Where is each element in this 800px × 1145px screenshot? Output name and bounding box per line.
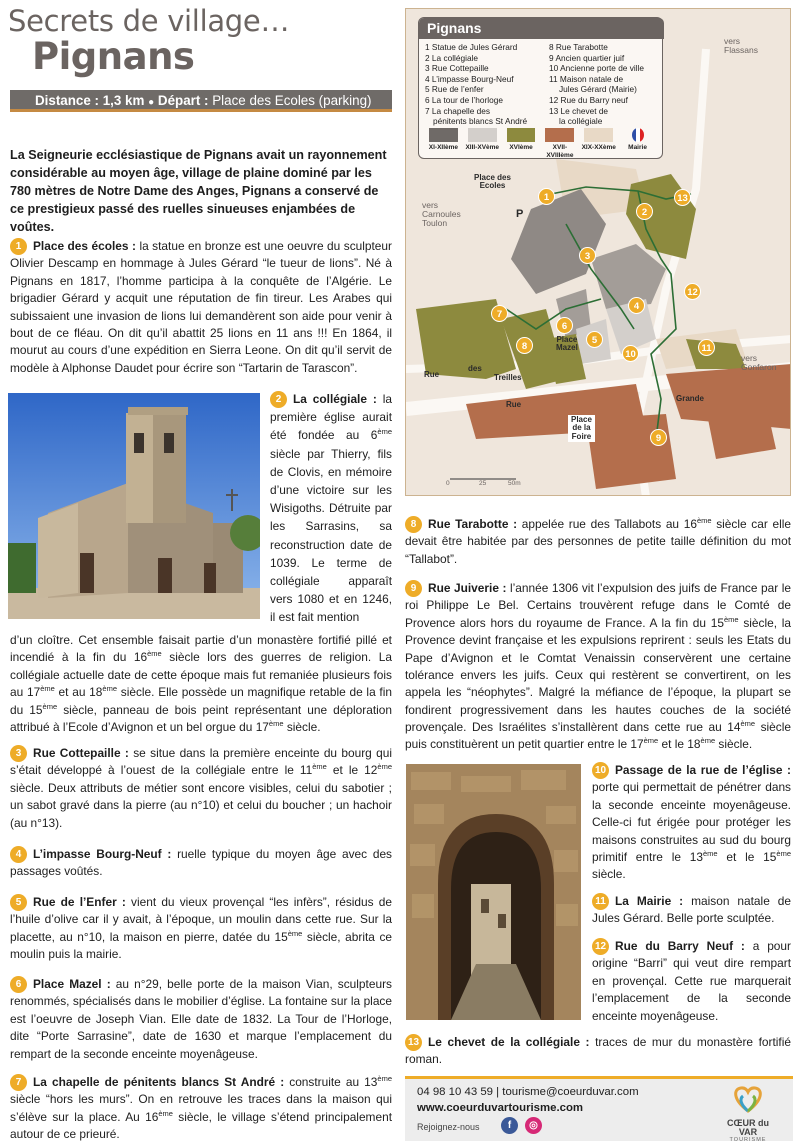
section-text: vient du vieux provençal “les infèrs”, résidus de l’huile d’olive car il y avait, à l’époque, un moulin dans cette rue. Sur la placette, au n°10, la maison en pierre, datée du 15: [10, 895, 392, 944]
period-swatch: XIII-XVème: [464, 128, 501, 161]
legend-item: 12 Rue du Barry neuf: [549, 95, 628, 106]
legend-item: Jules Gérard (Mairie): [559, 84, 637, 95]
legend-column-left: [425, 42, 527, 127]
legend-item: 11 Maison natale de: [549, 73, 624, 84]
map-label-place-mazel: Place Mazel: [556, 335, 578, 353]
superscript: ème: [703, 848, 718, 858]
step-number-badge: 13: [405, 1034, 422, 1051]
map-marker: 4: [628, 297, 645, 314]
distance-label: Distance :: [35, 93, 99, 108]
section-5: [10, 894, 392, 964]
map-label-des: des: [468, 364, 482, 373]
legend-item: 3 Rue Cottepaille: [425, 63, 489, 74]
section-title: La collégiale :: [293, 392, 377, 406]
section-text: et le 12: [326, 763, 378, 778]
section-text: siècle “hors les murs”. On en retrouve les traces dans la maison qui s’élève sur la place. Au 16: [10, 1092, 392, 1124]
section-11: [592, 893, 791, 928]
section-12: [592, 938, 791, 1025]
section-text: siècle, panneau de bois peint représentant une déploration attribué à l’Ecole d’Avignon et un bel orgue du 17: [10, 702, 392, 734]
map-label-vers-carnoules: vers Carnoules Toulon: [422, 200, 461, 228]
superscript: ème: [312, 762, 327, 772]
map-label-treilles: Treilles: [494, 373, 522, 382]
section-text: siècle.: [283, 719, 321, 734]
superscript: ème: [147, 649, 162, 659]
section-text: au n°29, belle porte de la maison Vian, sculpteurs renommés, spécialisés dans le mobilier d’église. La fontaine sur la place est l’oeuvre de Joseph Vian. Elle date de 1832. La Tour de l’Horloge, dite “Porte Sarrasine”, date de 1630 et marque l’emplacement du rempart de la seconde enceinte moyenâgeuse.: [10, 977, 392, 1061]
section-title: Place Mazel :: [33, 977, 111, 991]
intro-text: La Seigneurie ecclésiastique de Pignans avait un rayonnement considérable au moyen âge, village de plaine dominé par les 780 mètres de Notre Dame des Anges, Pignans a conservé de ce prestigieux passé des ruelles sinueuses enjambées de voûtes.: [10, 148, 387, 234]
coeur-du-var-logo: [717, 1085, 779, 1143]
section-text: siècle, la Provence devint française et les expulsions reprirent : seuls les Etats du Pape d’Avignon et le Comtat Venaissin conservèrent une certaine tolérance envers les juifs. Ceux qui restèrent se convertirent, on les appela les “néophytes”. Malgré la méfiance de l’époque, la plupart se fondirent progressivement dans les hautes couches de la société provençale. Des Israélites s’installèrent dans cette rue au 14: [405, 615, 791, 734]
superscript: ème: [42, 701, 58, 711]
period-swatch: XVIème: [503, 128, 540, 161]
superscript: ème: [643, 736, 659, 746]
step-number-badge: 4: [10, 846, 27, 863]
step-number-badge: 5: [10, 894, 27, 911]
footer-contact: [417, 1085, 639, 1117]
section-4: [10, 846, 392, 881]
archway-photo: [406, 764, 581, 1020]
section-text: siècle.: [592, 867, 626, 882]
section-text: a pour origine “Barri” qui veut dire rempart en provençal. Cette rue marquerait l’emplacement de la seconde enceinte moyenâgeuse.: [592, 939, 791, 1023]
scale-zero: 0: [446, 480, 450, 487]
distance-value: 1,3 km: [99, 93, 149, 108]
section-title: Rue de l’Enfer :: [33, 895, 126, 909]
map-marker: 8: [516, 337, 533, 354]
superscript: ème: [158, 1108, 173, 1118]
depart-label: Départ :: [154, 93, 209, 108]
section-text: et le 18: [658, 737, 701, 752]
depart-value: Place des Ecoles (parking): [208, 93, 372, 108]
section-text: siècle puis constituèrent un petit quartier entre le 17: [405, 720, 791, 752]
title-line-1: Secrets de village…: [8, 4, 290, 38]
section-text: siècle lors des guerres de religion. La collégiale actuelle date de cette époque mais fut remaniée plusieurs fois au 17: [10, 650, 392, 700]
section-13: [405, 1034, 791, 1069]
legend-item: 4 L’impasse Bourg-Neuf: [425, 73, 514, 84]
section-title: La Mairie :: [615, 894, 684, 908]
map-marker: 7: [491, 305, 508, 322]
legend-column-right: [549, 42, 644, 127]
section-title: L’impasse Bourg-Neuf :: [33, 847, 172, 861]
legend-item: 2 La collégiale: [425, 52, 479, 63]
section-2-continued: [10, 632, 392, 736]
superscript: ème: [696, 516, 712, 525]
church-photo: [8, 393, 260, 619]
period-swatch: Mairie: [619, 128, 656, 161]
superscript: ème: [40, 684, 55, 694]
website-link[interactable]: www.coeurduvartourisme.com: [417, 1101, 584, 1114]
section-text: construite au 13: [284, 1075, 378, 1089]
step-number-badge: 2: [270, 391, 287, 408]
section-text: siècle, abrita ce moulin puis la mairie.: [10, 929, 392, 962]
section-8: [405, 516, 791, 568]
section-text: la première église aurait été fondée au 6: [270, 392, 393, 443]
section-text: siècle.: [715, 737, 753, 752]
legend-item: la collégiale: [559, 116, 603, 127]
section-text: ruelle typique du moyen âge avec des passages voûtés.: [10, 847, 392, 879]
step-number-badge: 7: [10, 1074, 27, 1091]
step-number-badge: 10: [592, 762, 609, 779]
legend-item: 7 La chapelle des: [425, 105, 491, 116]
legend-item: 1 Statue de Jules Gérard: [425, 42, 518, 52]
map-marker: 9: [650, 429, 667, 446]
step-number-badge: 1: [10, 238, 27, 255]
section-text: traces de mur du monastère fortifié roman.: [405, 1035, 791, 1067]
superscript: ème: [102, 684, 117, 694]
superscript: ème: [287, 928, 303, 938]
section-text: siècle par Thierry, fils de Clovis, en mémoire d’une victoire sur les Wisigoths. Détruite par les Sarrasins, sa reconstruction date de 1039. Le terme de collégiale apparaît vers 1080 et en 1246, il est fait mention: [270, 446, 392, 625]
section-text: porte qui permettait de pénétrer dans la seconde enceinte moyenâgeuse. Celle-ci fut érigée pour protéger les maisons construites au sud du bourg primitif entre le 13: [592, 780, 791, 864]
rejoignez-label: Rejoignez-nous: [417, 1122, 480, 1132]
section-6: [10, 976, 392, 1063]
map-label-place-foire: Place de la Foire: [568, 415, 595, 442]
map-label-rue-grande-2: Grande: [676, 394, 705, 403]
step-number-badge: 3: [10, 745, 27, 762]
legend-item: 8 Rue Tarabotte: [549, 42, 608, 52]
section-text: siècle. Elle possède un magnifique retable de la fin du 15: [10, 685, 392, 717]
section-10: [592, 762, 791, 884]
village-map: [405, 8, 791, 496]
map-marker: 10: [622, 345, 639, 362]
section-2-right: [270, 390, 392, 627]
scale-50: 50m: [508, 480, 521, 487]
parking-icon: P: [516, 208, 524, 220]
map-marker: 1: [538, 188, 555, 205]
section-9: [405, 580, 791, 754]
superscript: ème: [700, 736, 716, 746]
period-swatches: [425, 128, 656, 161]
section-text: se situe dans la première enceinte du bourg qui s’était développé à l’ouest de la collégiale entre le 11: [10, 746, 392, 778]
section-1: [10, 238, 392, 377]
section-text: maison natale de Jules Gérard. Belle porte sculptée.: [592, 894, 791, 926]
section-title: Rue Tarabotte :: [428, 517, 518, 531]
period-swatch: XI-XIIème: [425, 128, 462, 161]
map-marker: 5: [586, 331, 603, 348]
instagram-icon[interactable]: ◎: [525, 1117, 542, 1134]
logo-subtext: TOURISME: [729, 1136, 767, 1143]
legend-item: 13 Le chevet de: [549, 105, 609, 116]
step-number-badge: 6: [10, 976, 27, 993]
superscript: ème: [740, 719, 756, 728]
superscript: ème: [776, 848, 791, 858]
section-7: [10, 1074, 392, 1144]
step-number-badge: 8: [405, 516, 422, 533]
map-marker: 3: [579, 247, 596, 264]
section-text: et le 15: [717, 849, 777, 864]
step-number-badge: 12: [592, 938, 609, 955]
section-title: Rue Cottepaille :: [33, 746, 129, 760]
map-label-vers-flassans: vers Flassans: [724, 36, 759, 55]
period-swatch: XIX-XXème: [580, 128, 617, 161]
section-text: la statue en bronze est une oeuvre du sculpteur Olivier Descamp en hommage à Jules Gérard “le tueur de lions”. Né à Pignans en 1817, l’homme participa à la conquête de l’Algérie. Le brigadier Gérard y acquit une réputation de fin tireur. Les Arabes qui subissaient une invasion de lions lui demandèrent son aide pour venir à bout de ce fléau. On dit qu’il abattit 25 lions en 11 ans !!! En 1864, il mourut au cours d’une expédition en Sierra Leone. On dit qu’il servit de modèle à Alphonse Daudet pour écrire son “Tartarin de Tarascon”.: [10, 239, 392, 375]
facebook-icon[interactable]: f: [501, 1117, 518, 1134]
section-text: siècle car elle devait être habitée par des personnes de petite taille définition du mot “Tallabot”.: [405, 517, 791, 566]
map-legend-title: Pignans: [419, 18, 664, 39]
distance-bar: [10, 90, 392, 112]
section-text: siècle, le village s’étend principalement autour de ce prieuré.: [10, 1109, 392, 1142]
section-text: siècle. Deux attributs de métier sont encore visibles, celui du sabotier ; un sabot gravé dans la pierre (au n°10) et celui du boucher ; un hachoir (au n°13).: [10, 780, 392, 830]
period-swatch: XVII-XVIIIème: [541, 128, 578, 161]
section-title: Le chevet de la collégiale :: [428, 1035, 590, 1049]
legend-item: pénitents blancs St André: [433, 116, 528, 127]
map-marker: 6: [556, 317, 573, 334]
step-number-badge: 11: [592, 893, 609, 910]
superscript: ème: [268, 718, 284, 728]
section-title: Rue du Barry Neuf :: [615, 939, 745, 953]
section-title: Place des écoles :: [33, 239, 136, 253]
section-title: Rue Juiverie :: [428, 581, 507, 595]
section-3: [10, 745, 392, 832]
map-marker: 11: [698, 339, 715, 356]
map-label-rue-grande-1: Rue: [506, 400, 522, 409]
superscript: ème: [724, 614, 739, 624]
bullet: ●: [148, 97, 155, 108]
footer: [405, 1076, 793, 1141]
map-label-rue: Rue: [424, 370, 440, 379]
map-legend: [418, 17, 663, 159]
legend-item: 9 Ancien quartier juif: [549, 52, 625, 63]
page-title: Pignans: [32, 35, 195, 78]
map-label-place-ecoles: Place des Ecoles: [474, 173, 511, 191]
scale-25: 25: [479, 480, 487, 487]
legend-item: 5 Rue de l’enfer: [425, 84, 484, 95]
superscript: ème: [377, 1074, 393, 1083]
step-number-badge: 9: [405, 580, 422, 597]
logo-text: CŒUR du VAR: [727, 1117, 769, 1137]
legend-item: 10 Ancienne porte de ville: [549, 63, 645, 74]
phone-email-text[interactable]: 04 98 10 43 59 | tourisme@coeurduvar.com: [417, 1086, 639, 1098]
section-text: d’un cloître. Cet ensemble faisait partie d’un monastère fortifié pillé et incendié à la fin du 16: [10, 633, 392, 665]
section-title: La chapelle de pénitents blancs St André :: [33, 1075, 285, 1089]
section-text: l’année 1306 vit l’expulsion des juifs de France par le roi Philippe Le Bel. Certains trouvèrent refuge dans le Comté de Provence alors hors du royaume de France. A la fin du 15: [405, 581, 791, 630]
section-text: et au 18: [54, 685, 103, 700]
superscript: ème: [377, 427, 392, 437]
map-marker: 12: [684, 283, 701, 300]
map-marker: 2: [636, 203, 653, 220]
superscript: ème: [377, 762, 392, 772]
legend-item: 6 La tour de l’horloge: [425, 95, 503, 106]
map-marker: 13: [674, 189, 691, 206]
heart-icon: [731, 1085, 765, 1113]
section-text: appelée rue des Tallabots au 16: [517, 517, 697, 531]
map-label-vers-gonfaron: vers Gonfaron: [741, 353, 777, 372]
section-title: Passage de la rue de l’église :: [615, 763, 791, 777]
